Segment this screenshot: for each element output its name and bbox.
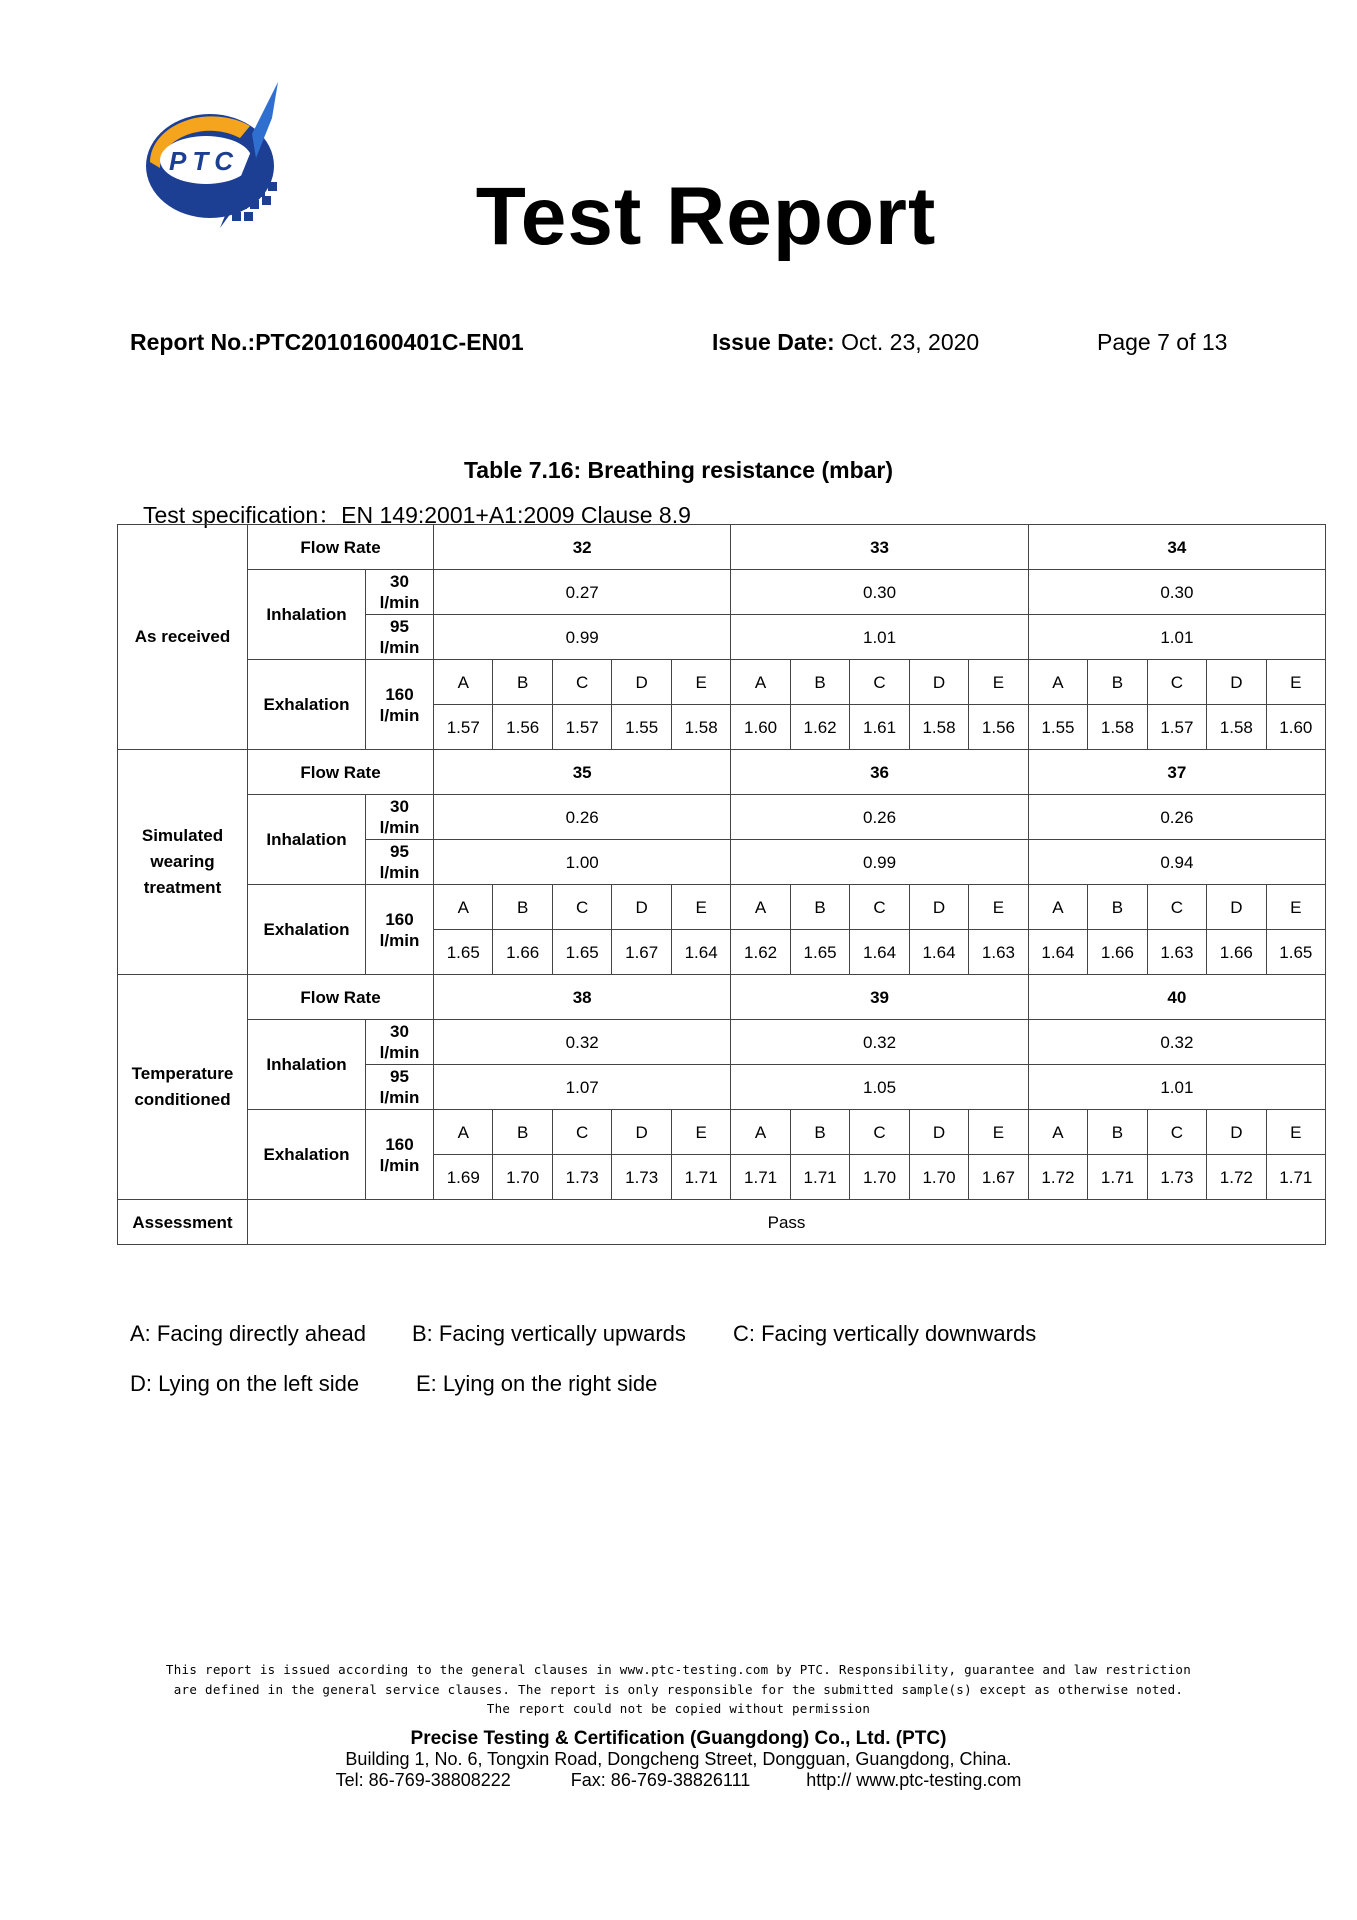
flow-rate-label: Flow Rate [248,525,434,570]
website: http:// www.ptc-testing.com [806,1770,1022,1790]
inhalation-label: Inhalation [248,1020,366,1110]
position-label: D [1207,1110,1266,1155]
exhalation-value: 1.56 [969,705,1028,750]
position-label: C [1147,1110,1206,1155]
exhalation-value: 1.64 [671,930,730,975]
exhalation-value: 1.65 [552,930,611,975]
exhalation-value: 1.55 [1028,705,1087,750]
sample-number: 40 [1028,975,1325,1020]
exhalation-value: 1.65 [1266,930,1325,975]
position-label: E [969,885,1028,930]
table-row [118,660,1326,705]
exhalation-value: 1.58 [1088,705,1147,750]
position-label: A [434,885,493,930]
inhalation-30-value: 0.26 [1028,795,1325,840]
inhalation-30-value: 0.27 [434,570,731,615]
flow-30-label: 30 l/min [366,795,434,840]
inhalation-30-value: 0.30 [731,570,1028,615]
exhalation-value: 1.58 [671,705,730,750]
table-row [118,975,1326,1020]
inhalation-95-value: 0.99 [434,615,731,660]
report-no-value: PTC20101600401C-EN01 [255,329,524,355]
exhalation-value: 1.55 [612,705,671,750]
inhalation-label: Inhalation [248,795,366,885]
note-e: E: Lying on the right side [416,1371,658,1396]
exhalation-value: 1.69 [434,1155,493,1200]
exhalation-value: 1.73 [1147,1155,1206,1200]
exhalation-value: 1.67 [612,930,671,975]
position-label: E [1266,660,1325,705]
company-name: Precise Testing & Certification (Guangdong) Co., Ltd. (PTC) [410,1728,947,1749]
flow-160-label: 160 l/min [366,660,434,750]
position-label: D [909,1110,968,1155]
inhalation-30-value: 0.26 [731,795,1028,840]
table-row [118,1110,1326,1155]
inhalation-95-value: 1.07 [434,1065,731,1110]
flow-30-label: 30 l/min [366,570,434,615]
position-label: C [552,1110,611,1155]
table-row [118,795,1326,840]
company-address: Building 1, No. 6, Tongxin Road, Dongcheng Street, Dongguan, Guangdong, China. [345,1749,1012,1769]
inhalation-30-value: 0.32 [1028,1020,1325,1065]
flow-30-label: 30 l/min [366,1020,434,1065]
assessment-row [118,1200,1326,1245]
flow-rate-label: Flow Rate [248,975,434,1020]
position-label: B [1088,1110,1147,1155]
note-c: C: Facing vertically downwards [733,1321,1037,1346]
position-label: E [969,660,1028,705]
table-row [118,525,1326,570]
position-label: C [1147,885,1206,930]
flow-95-label: 95 l/min [366,1065,434,1110]
note-b: B: Facing vertically upwards [412,1321,686,1346]
exhalation-value: 1.57 [1147,705,1206,750]
position-label: A [731,1110,790,1155]
contact-line [0,1770,1357,1791]
position-label: B [1088,885,1147,930]
inhalation-95-value: 1.01 [1028,615,1325,660]
position-label: D [612,1110,671,1155]
exhalation-value: 1.71 [790,1155,849,1200]
exhalation-value: 1.65 [790,930,849,975]
position-label: D [612,885,671,930]
position-label: C [552,660,611,705]
position-label: C [850,1110,909,1155]
inhalation-label: Inhalation [248,570,366,660]
position-label: E [1266,1110,1325,1155]
note-d: D: Lying on the left side [130,1371,360,1396]
inhalation-30-value: 0.26 [434,795,731,840]
position-label: D [612,660,671,705]
position-label: E [671,660,730,705]
position-label: C [552,885,611,930]
sample-number: 32 [434,525,731,570]
exhalation-value: 1.62 [790,705,849,750]
condition-label: Temperature conditioned [118,975,248,1200]
position-label: D [1207,660,1266,705]
exhalation-value: 1.60 [1266,705,1325,750]
issue-date [712,329,979,356]
exhalation-value: 1.66 [493,930,552,975]
position-label: C [1147,660,1206,705]
position-label: E [671,885,730,930]
issue-date-value: Oct. 23, 2020 [841,329,980,355]
sample-number: 37 [1028,750,1325,795]
exhalation-label: Exhalation [248,885,366,975]
exhalation-value: 1.73 [612,1155,671,1200]
table-row [118,570,1326,615]
flow-160-label: 160 l/min [366,1110,434,1200]
sample-number: 33 [731,525,1028,570]
sample-number: 35 [434,750,731,795]
exhalation-value: 1.61 [850,705,909,750]
exhalation-value: 1.64 [1028,930,1087,975]
exhalation-value: 1.67 [969,1155,1028,1200]
position-label: B [493,885,552,930]
exhalation-value: 1.58 [909,705,968,750]
position-label: A [731,885,790,930]
exhalation-value: 1.63 [969,930,1028,975]
position-label: A [731,660,790,705]
inhalation-30-value: 0.32 [731,1020,1028,1065]
inhalation-30-value: 0.32 [434,1020,731,1065]
telephone: Tel: 86-769-38808222 [335,1770,511,1790]
exhalation-value: 1.64 [909,930,968,975]
assessment-label: Assessment [118,1200,248,1245]
exhalation-value: 1.57 [434,705,493,750]
exhalation-value: 1.65 [434,930,493,975]
inhalation-95-value: 1.00 [434,840,731,885]
fax: Fax: 86-769-38826111 [570,1770,751,1790]
table-row [118,1020,1326,1065]
page-title: Test Report [475,171,937,262]
flow-160-label: 160 l/min [366,885,434,975]
logo-text: PTC [169,146,239,176]
position-label: A [1028,1110,1087,1155]
position-label: D [909,885,968,930]
inhalation-95-value: 1.05 [731,1065,1028,1110]
exhalation-value: 1.62 [731,930,790,975]
inhalation-95-value: 0.99 [731,840,1028,885]
position-label: B [790,1110,849,1155]
exhalation-value: 1.66 [1088,930,1147,975]
exhalation-label: Exhalation [248,660,366,750]
exhalation-value: 1.72 [1207,1155,1266,1200]
inhalation-95-value: 0.94 [1028,840,1325,885]
exhalation-value: 1.58 [1207,705,1266,750]
position-label: C [850,885,909,930]
issue-date-label: Issue Date: [712,329,835,355]
position-label: A [1028,660,1087,705]
exhalation-value: 1.60 [731,705,790,750]
inhalation-95-value: 1.01 [731,615,1028,660]
position-label: D [909,660,968,705]
position-label: B [790,660,849,705]
exhalation-value: 1.73 [552,1155,611,1200]
page-number: Page 7 of 13 [1097,329,1228,355]
position-label: E [969,1110,1028,1155]
position-label: D [1207,885,1266,930]
breathing-resistance-table [117,524,1326,1245]
exhalation-value: 1.70 [850,1155,909,1200]
position-label: A [434,660,493,705]
footer [0,1728,1357,1791]
exhalation-value: 1.71 [1266,1155,1325,1200]
exhalation-value: 1.71 [1088,1155,1147,1200]
exhalation-value: 1.63 [1147,930,1206,975]
condition-label: Simulated wearing treatment [118,750,248,975]
position-label: C [850,660,909,705]
flow-95-label: 95 l/min [366,615,434,660]
table-title: Table 7.16: Breathing resistance (mbar) [463,457,894,483]
disclaimer-line: are defined in the general service clauses. The report is only responsible for the submitted sample(s) except as otherwise noted. [173,1681,1184,1697]
exhalation-value: 1.70 [909,1155,968,1200]
flow-rate-label: Flow Rate [248,750,434,795]
condition-label: As received [118,525,248,750]
position-label: B [1088,660,1147,705]
exhalation-value: 1.57 [552,705,611,750]
inhalation-95-value: 1.01 [1028,1065,1325,1110]
report-no-label: Report No.: [130,329,256,355]
exhalation-value: 1.71 [671,1155,730,1200]
exhalation-value: 1.56 [493,705,552,750]
test-specification: Test specification：EN 149:2001+A1:2009 Clause 8.9 [143,502,691,528]
flow-95-label: 95 l/min [366,840,434,885]
position-label: A [1028,885,1087,930]
position-label: E [1266,885,1325,930]
assessment-result: Pass [248,1200,1326,1245]
position-label: B [493,1110,552,1155]
sample-number: 39 [731,975,1028,1020]
exhalation-value: 1.71 [731,1155,790,1200]
position-label: A [434,1110,493,1155]
position-label: E [671,1110,730,1155]
position-label: B [493,660,552,705]
disclaimer-line: This report is issued according to the general clauses in www.ptc-testing.com by PTC. Responsibility, guarantee and law restriction [165,1662,1192,1677]
report-number [130,329,524,356]
inhalation-30-value: 0.30 [1028,570,1325,615]
exhalation-value: 1.66 [1207,930,1266,975]
disclaimer-line: The report could not be copied without permission [486,1701,871,1716]
sample-number: 38 [434,975,731,1020]
exhalation-value: 1.64 [850,930,909,975]
position-label: B [790,885,849,930]
exhalation-value: 1.72 [1028,1155,1087,1200]
disclaimer [0,1660,1357,1719]
sample-number: 36 [731,750,1028,795]
table-row [118,750,1326,795]
exhalation-value: 1.70 [493,1155,552,1200]
table-row [118,885,1326,930]
note-a: A: Facing directly ahead [130,1321,367,1346]
exhalation-label: Exhalation [248,1110,366,1200]
sample-number: 34 [1028,525,1325,570]
